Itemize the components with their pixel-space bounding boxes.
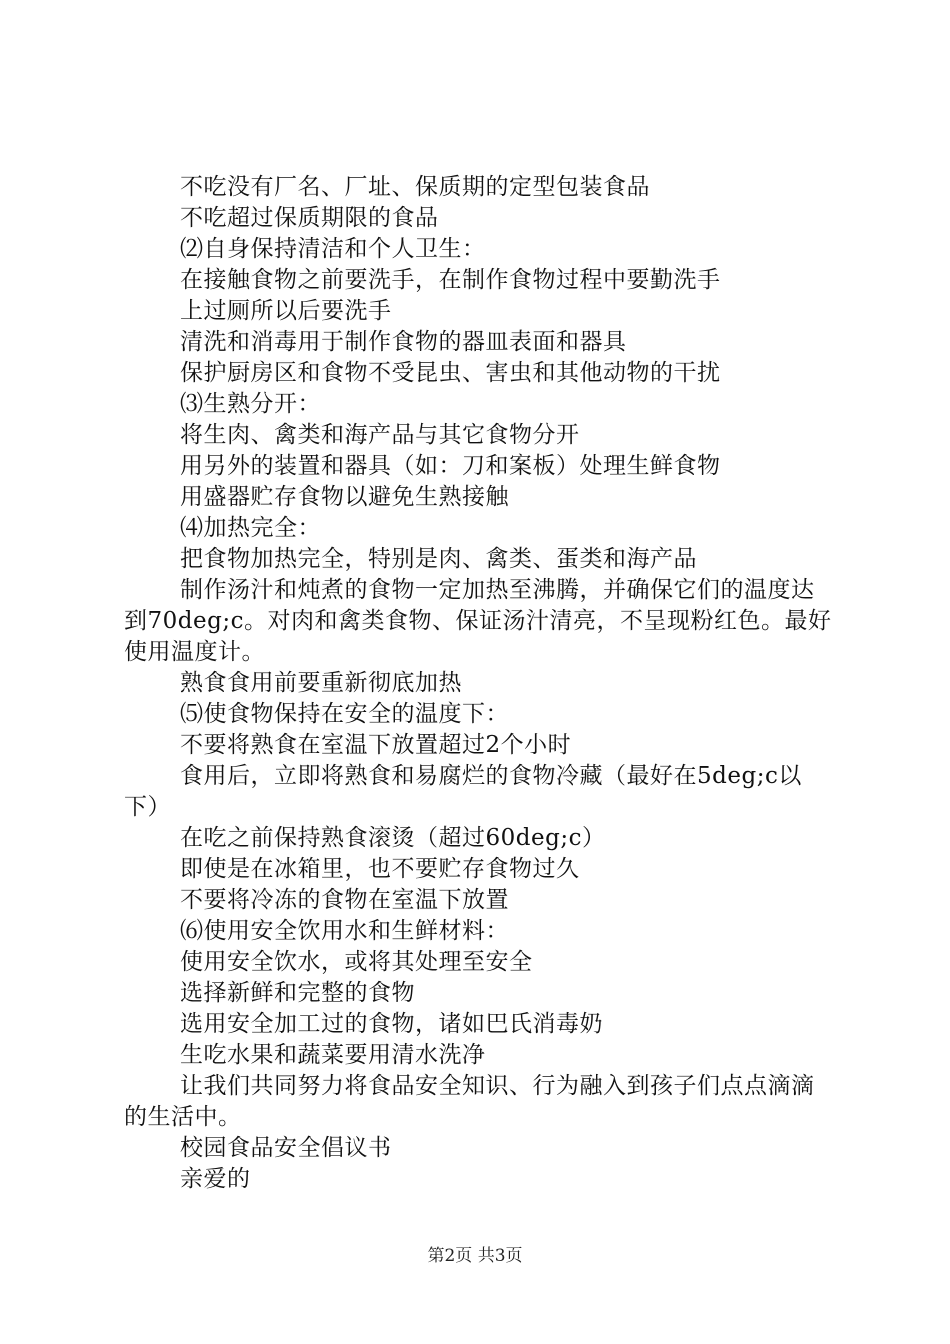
- paragraph: 使用安全饮水，或将其处理至安全: [180, 949, 533, 975]
- paragraph: 不要将冷冻的食物在室温下放置: [180, 887, 509, 913]
- paragraph: 不吃没有厂名、厂址、保质期的定型包装食品: [180, 174, 650, 200]
- section-heading: ⑸使食物保持在安全的温度下：: [180, 701, 509, 727]
- paragraph: 即使是在冰箱里，也不要贮存食物过久: [180, 856, 580, 882]
- paragraph: 让我们共同努力将食品安全知识、行为融入到孩子们点点滴滴的生活中。: [124, 1073, 815, 1130]
- paragraph: 用另外的装置和器具（如：刀和案板）处理生鲜食物: [180, 453, 721, 479]
- document-body: [124, 172, 836, 1195]
- paragraph: 熟食食用前要重新彻底加热: [180, 670, 462, 696]
- paragraph: 选择新鲜和完整的食物: [180, 980, 415, 1006]
- paragraph: 保护厨房区和食物不受昆虫、害虫和其他动物的干扰: [180, 360, 721, 386]
- section-heading: ⑵自身保持清洁和个人卫生：: [180, 236, 486, 262]
- page-number: 第2页 共3页: [427, 1246, 523, 1266]
- salutation: 亲爱的: [180, 1166, 251, 1192]
- paragraph: 选用安全加工过的食物，诸如巴氏消毒奶: [180, 1011, 603, 1037]
- paragraph: 清洗和消毒用于制作食物的器皿表面和器具: [180, 329, 627, 355]
- paragraph: 在接触食物之前要洗手，在制作食物过程中要勤洗手: [180, 267, 721, 293]
- paragraph: 制作汤汁和炖煮的食物一定加热至沸腾，并确保它们的温度达到70deg;c。对肉和禽类食物、保证汤汁清亮，不呈现粉红色。最好使用温度计。: [124, 577, 832, 665]
- section-heading: ⑹使用安全饮用水和生鲜材料：: [180, 918, 509, 944]
- section-heading: ⑷加热完全：: [180, 515, 321, 541]
- paragraph: 上过厕所以后要洗手: [180, 298, 392, 324]
- paragraph: 在吃之前保持熟食滚烫（超过60deg;c）: [180, 825, 606, 851]
- paragraph: 不要将熟食在室温下放置超过2个小时: [180, 732, 572, 758]
- section-heading: ⑶生熟分开：: [180, 391, 321, 417]
- paragraph: 食用后，立即将熟食和易腐烂的食物冷藏（最好在5deg;c以下）: [124, 763, 802, 820]
- paragraph: 把食物加热完全，特别是肉、禽类、蛋类和海产品: [180, 546, 697, 572]
- paragraph: 将生肉、禽类和海产品与其它食物分开: [180, 422, 580, 448]
- document-title: 校园食品安全倡议书: [180, 1135, 392, 1161]
- paragraph: 不吃超过保质期限的食品: [180, 205, 439, 231]
- paragraph: 生吃水果和蔬菜要用清水洗净: [180, 1042, 486, 1068]
- paragraph: 用盛器贮存食物以避免生熟接触: [180, 484, 509, 510]
